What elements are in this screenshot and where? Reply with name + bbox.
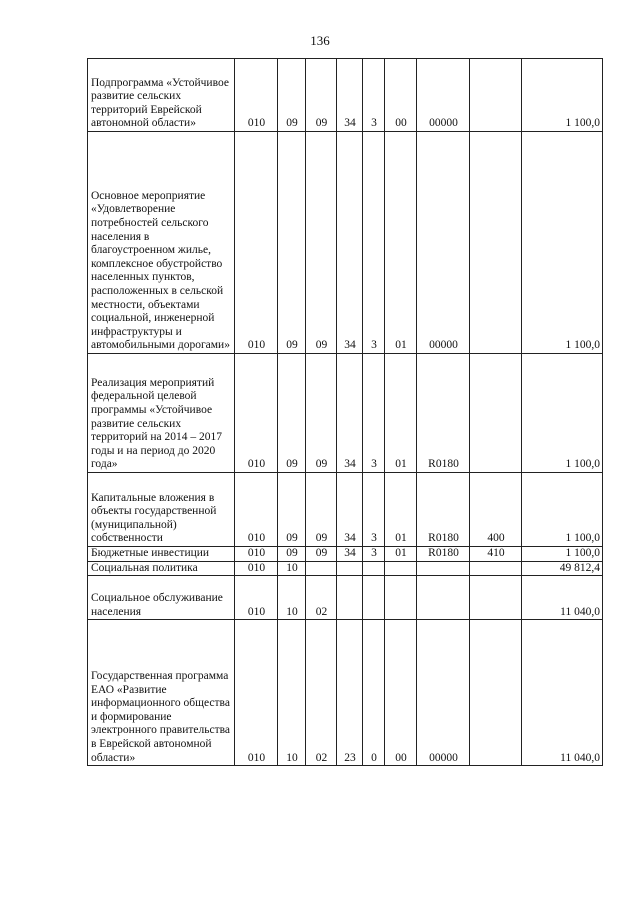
code-expense-type: [470, 59, 522, 132]
code-direction: R0180: [417, 354, 470, 473]
code-activity: 01: [385, 132, 417, 354]
code-subsection: 09: [306, 59, 337, 132]
code-program: [337, 576, 363, 620]
code-subprogram: 3: [363, 547, 385, 562]
code-subprogram: 3: [363, 132, 385, 354]
code-subprogram: 0: [363, 620, 385, 766]
table-row: [88, 473, 603, 547]
code-expense-type: 400: [470, 473, 522, 547]
code-expense-type: [470, 132, 522, 354]
code-activity: 00: [385, 620, 417, 766]
table-row: [88, 547, 603, 562]
table-row: [88, 576, 603, 620]
code-subprogram: 3: [363, 59, 385, 132]
code-direction: [417, 576, 470, 620]
amount: 49 812,4: [522, 561, 603, 576]
table-row: [88, 561, 603, 576]
amount: 1 100,0: [522, 354, 603, 473]
code-subsection: 02: [306, 620, 337, 766]
table-row: [88, 132, 603, 354]
code-section: 10: [278, 620, 306, 766]
code-expense-type: [470, 620, 522, 766]
code-section: 09: [278, 354, 306, 473]
code-section: 09: [278, 132, 306, 354]
code-ministry: 010: [235, 561, 278, 576]
row-name: Социальное обслуживание населения: [88, 576, 235, 620]
code-subsection: 09: [306, 132, 337, 354]
code-program: 34: [337, 547, 363, 562]
code-section: 10: [278, 561, 306, 576]
table-row: [88, 354, 603, 473]
code-activity: 01: [385, 354, 417, 473]
code-ministry: 010: [235, 576, 278, 620]
row-name: Реализация мероприятий федеральной целевой программы «Устойчивое развитие сельских территорий на 2014 – 2017 годы и на период до 2020 года»: [88, 354, 235, 473]
amount: 1 100,0: [522, 473, 603, 547]
amount: 11 040,0: [522, 576, 603, 620]
code-activity: [385, 561, 417, 576]
row-name: Бюджетные инвестиции: [88, 547, 235, 562]
code-ministry: 010: [235, 132, 278, 354]
code-direction: 00000: [417, 59, 470, 132]
code-activity: 01: [385, 547, 417, 562]
code-activity: [385, 576, 417, 620]
code-subsection: 09: [306, 473, 337, 547]
code-section: 09: [278, 547, 306, 562]
code-program: 34: [337, 59, 363, 132]
code-ministry: 010: [235, 59, 278, 132]
code-ministry: 010: [235, 473, 278, 547]
row-name: Основное мероприятие «Удовлетворение потребностей сельского населения в благоустроенном жилье, комплексное обустройство населенных пунктов, расположенных в сельской местности, объектами социальной, инженерной инфраструктуры и автомобильными дорогами»: [88, 132, 235, 354]
code-expense-type: [470, 576, 522, 620]
code-subprogram: [363, 561, 385, 576]
code-expense-type: [470, 354, 522, 473]
code-direction: 00000: [417, 620, 470, 766]
code-section: 09: [278, 59, 306, 132]
code-subsection: 02: [306, 576, 337, 620]
row-name: Государственная программа ЕАО «Развитие информационного общества и формирование электронного правительства в Еврейской автономной области»: [88, 620, 235, 766]
row-name: Капитальные вложения в объекты государственной (муниципальной) собственности: [88, 473, 235, 547]
code-program: 34: [337, 473, 363, 547]
amount: 11 040,0: [522, 620, 603, 766]
code-subprogram: [363, 576, 385, 620]
table-row: [88, 59, 603, 132]
code-program: 34: [337, 354, 363, 473]
code-subsection: 09: [306, 547, 337, 562]
code-subsection: 09: [306, 354, 337, 473]
code-expense-type: 410: [470, 547, 522, 562]
table-row: [88, 620, 603, 766]
code-ministry: 010: [235, 547, 278, 562]
code-subprogram: 3: [363, 473, 385, 547]
code-direction: [417, 561, 470, 576]
row-name: Социальная политика: [88, 561, 235, 576]
code-ministry: 010: [235, 620, 278, 766]
code-expense-type: [470, 561, 522, 576]
code-direction: R0180: [417, 547, 470, 562]
row-name: Подпрограмма «Устойчивое развитие сельских территорий Еврейской автономной области»: [88, 59, 235, 132]
code-subprogram: 3: [363, 354, 385, 473]
code-activity: 00: [385, 59, 417, 132]
code-activity: 01: [385, 473, 417, 547]
code-program: 23: [337, 620, 363, 766]
amount: 1 100,0: [522, 59, 603, 132]
code-ministry: 010: [235, 354, 278, 473]
code-section: 10: [278, 576, 306, 620]
code-program: 34: [337, 132, 363, 354]
amount: 1 100,0: [522, 547, 603, 562]
budget-table: [87, 58, 603, 766]
amount: 1 100,0: [522, 132, 603, 354]
code-direction: R0180: [417, 473, 470, 547]
code-section: 09: [278, 473, 306, 547]
code-subsection: [306, 561, 337, 576]
code-direction: 00000: [417, 132, 470, 354]
code-program: [337, 561, 363, 576]
page-number: 136: [310, 33, 330, 48]
